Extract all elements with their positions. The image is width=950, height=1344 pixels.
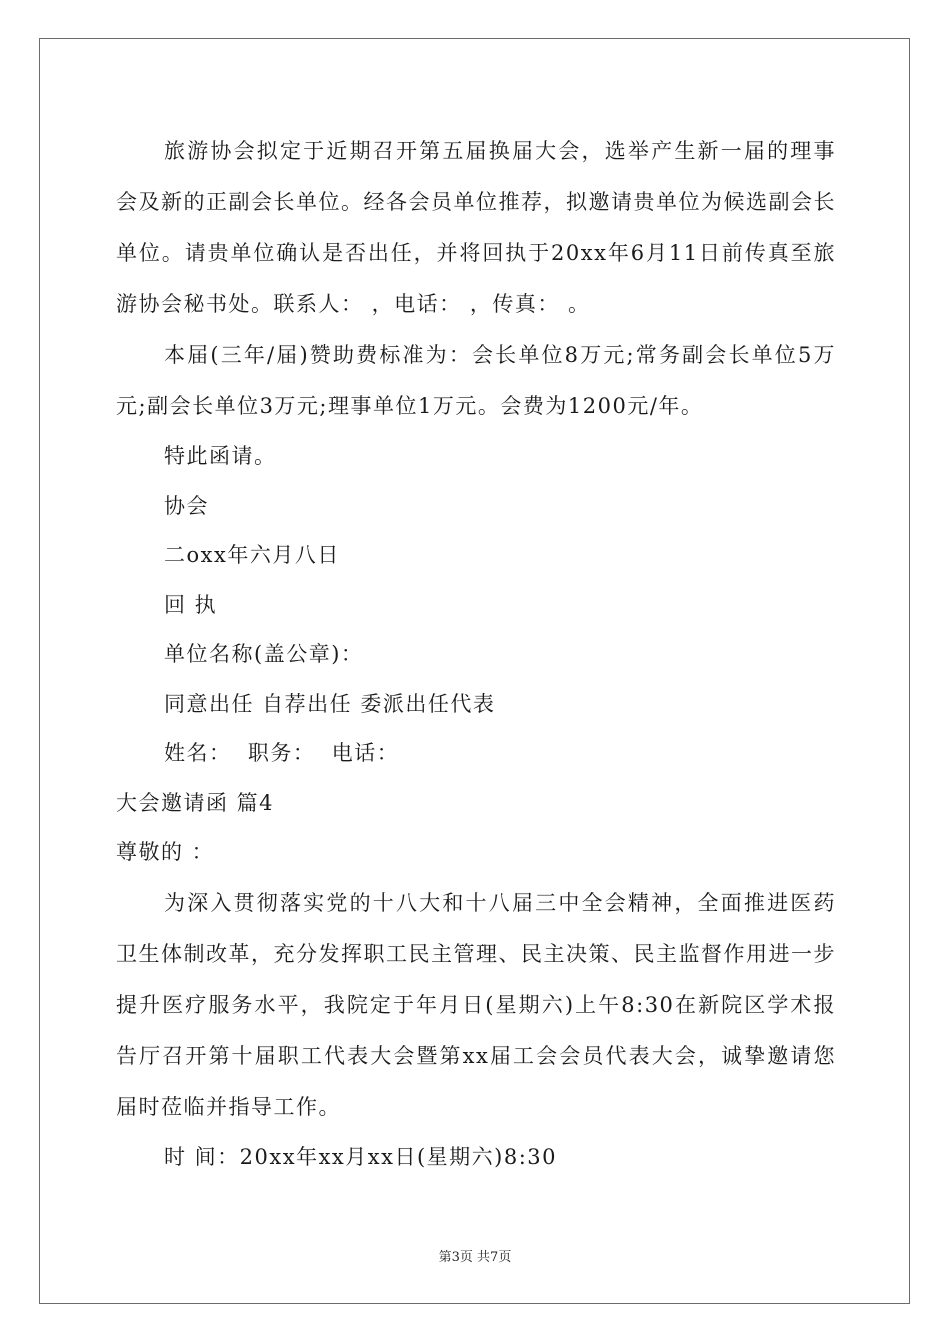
salutation: 尊敬的 ：	[116, 840, 215, 864]
paragraph-sponsorship-fees: 本届(三年/届)赞助费标准为：会长单位8万元;常务副会长单位5万元;副会长单位3万元;理事单位1万元。会费为1200元/年。	[116, 343, 836, 418]
document-body	[116, 126, 836, 1182]
receipt-unit-name: 单位名称(盖公章)：	[164, 642, 364, 666]
closing-phrase: 特此函请。	[164, 444, 277, 468]
receipt-options: 同意出任 自荐出任 委派出任代表	[164, 691, 496, 716]
paragraph-congress-invitation: 为深入贯彻落实党的十八大和十八届三中全会精神，全面推进医药卫生体制改革，充分发挥职工民主管理、民主决策、民主监督作用进一步提升医疗服务水平，我院定于年月日(星期六)上午8:30在新院区学术报告厅召开第十届职工代表大会暨第xx届工会会员代表大会，诚挚邀请您届时莅临并指导工作。	[116, 890, 836, 1119]
meeting-time: 时 间：20xx年xx月xx日(星期六)8:30	[164, 1144, 557, 1169]
sender-name: 协会	[164, 493, 209, 518]
paragraph-election-notice: 旅游协会拟定于近期召开第五届换届大会，选举产生新一届的理事会及新的正副会长单位。经各会员单位推荐，拟邀请贵单位为候选副会长单位。请贵单位确认是否出任，并将回执于20xx年6月11日前传真至旅游协会秘书处。联系人： ，电话： ，传真： 。	[116, 139, 836, 316]
section-title: 大会邀请函 篇4	[116, 790, 275, 815]
receipt-heading: 回 执	[164, 592, 218, 617]
page-number-footer: 第3页 共7页	[438, 1250, 512, 1265]
letter-date: 二oxx年六月八日	[164, 543, 340, 567]
receipt-contact-fields: 姓名： 职务： 电话：	[164, 741, 400, 765]
